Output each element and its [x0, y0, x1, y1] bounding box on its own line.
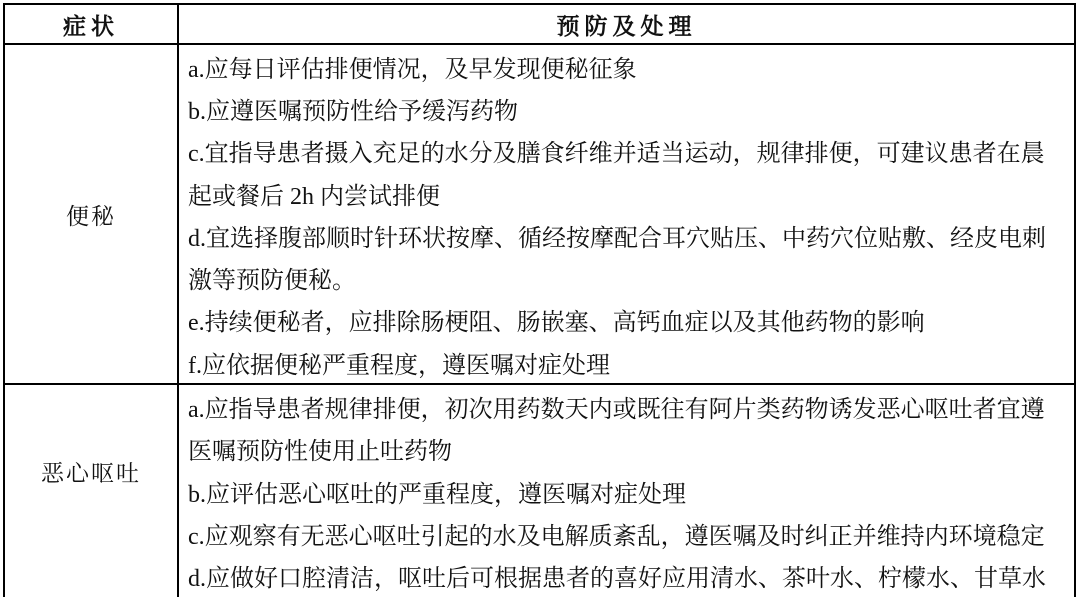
prevention-line: a.应每日评估排便情况，及早发现便秘征象 [188, 56, 637, 83]
prevention-line: a.应指导患者规律排便，初次用药数天内或既往有阿片类药物诱发恶心呕吐者宜遵 [188, 397, 1045, 424]
table-header-row [5, 5, 1074, 45]
symptom-cell-constipation: 便秘 [5, 45, 179, 383]
prevention-cell-nausea [179, 385, 1074, 596]
prevention-line: d.应做好口腔清洁，呕吐后可根据患者的喜好应用清水、茶叶水、柠檬水、甘草水 [188, 566, 1046, 593]
symptom-prevention-table [3, 3, 1076, 597]
prevention-line-continuation: 激等预防便秘。 [188, 268, 356, 295]
table-row-nausea-vomiting [5, 385, 1074, 596]
header-symptom: 症状 [5, 5, 179, 43]
prevention-line-continuation: 起或餐后 2h 内尝试排便 [188, 183, 440, 210]
symptom-cell-nausea: 恶心呕吐 [5, 385, 179, 596]
prevention-cell-constipation [179, 45, 1074, 383]
header-prevention: 预防及处理 [556, 13, 697, 39]
table-row-constipation [5, 45, 1074, 385]
prevention-line: f.应依据便秘严重程度，遵医嘱对症处理 [188, 352, 610, 379]
prevention-line: d.宜选择腹部顺时针环状按摩、循经按摩配合耳穴贴压、中药穴位贴敷、经皮电刺 [188, 225, 1046, 252]
prevention-line: b.应遵医嘱预防性给予缓泻药物 [188, 98, 518, 125]
prevention-line: e.持续便秘者，应排除肠梗阻、肠嵌塞、高钙血症以及其他药物的影响 [188, 310, 925, 337]
prevention-line: b.应评估恶心呕吐的严重程度，遵医嘱对症处理 [188, 481, 686, 508]
prevention-line: c.应观察有无恶心呕吐引起的水及电解质紊乱，遵医嘱及时纠正并维持内环境稳定 [188, 523, 1045, 550]
prevention-line-continuation: 医嘱预防性使用止吐药物 [188, 439, 452, 466]
prevention-line: c.宜指导患者摄入充足的水分及膳食纤维并适当运动，规律排便，可建议患者在晨 [188, 141, 1045, 168]
